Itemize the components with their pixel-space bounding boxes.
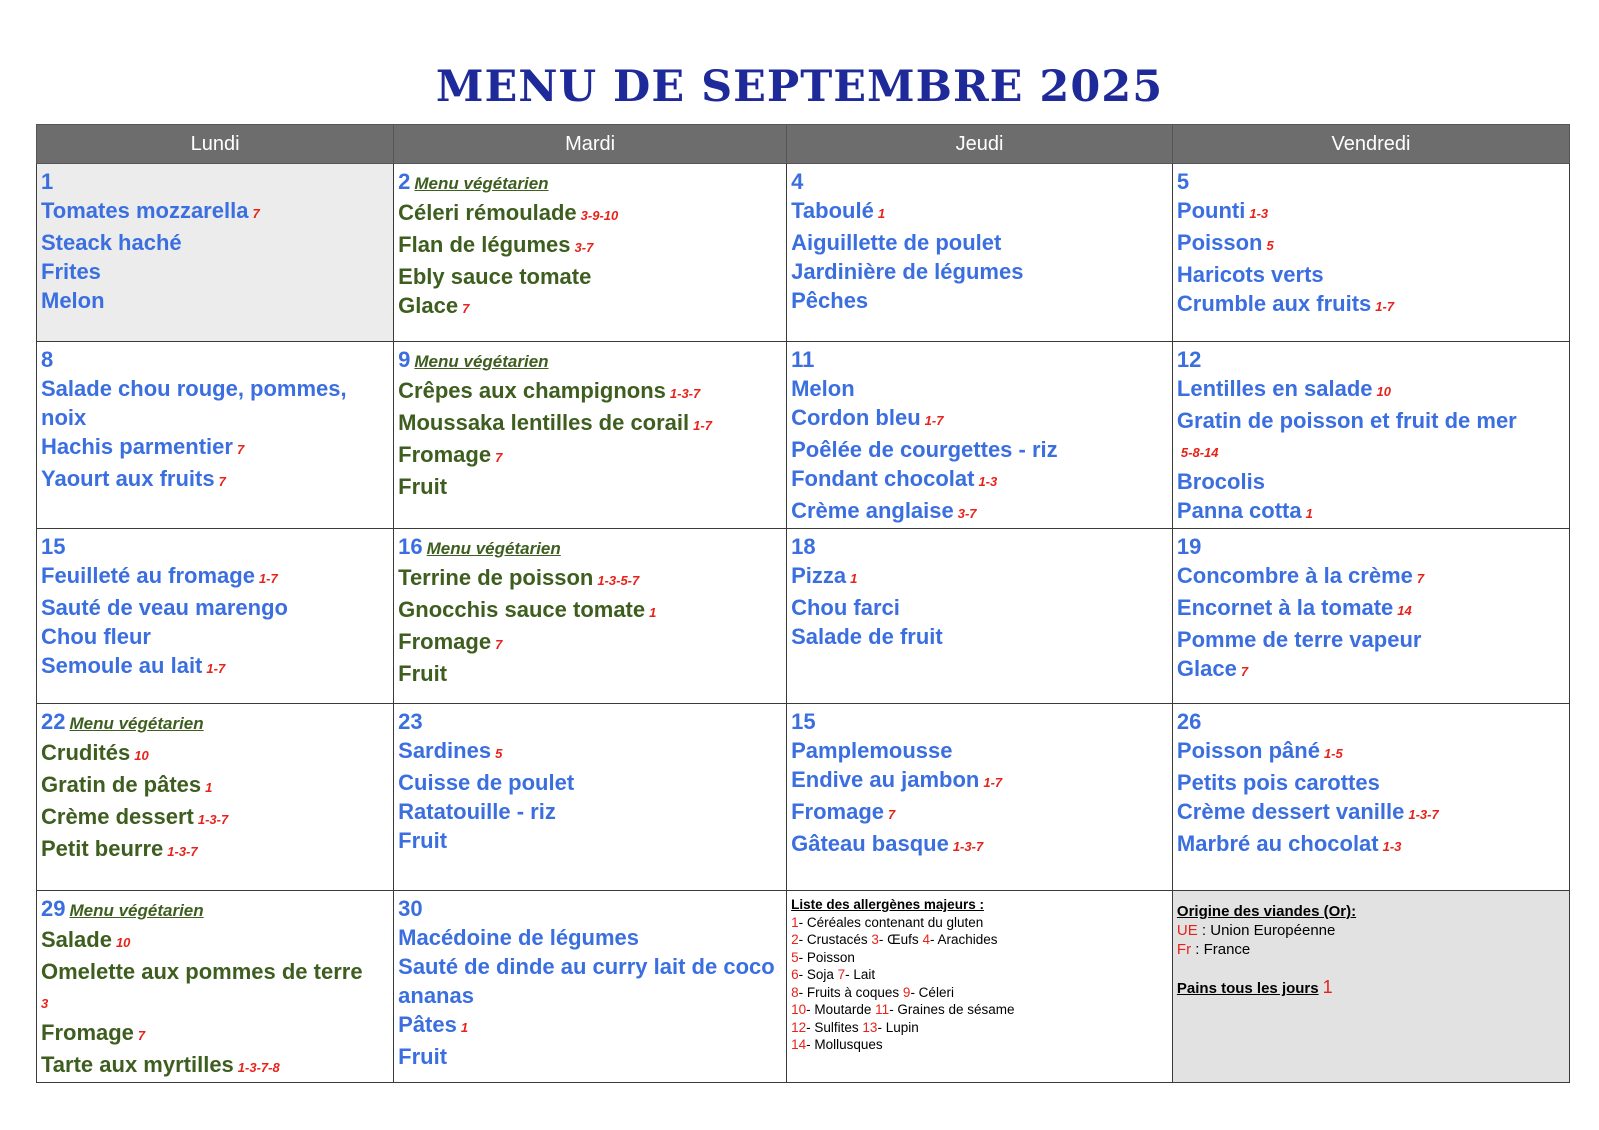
dish: Chou fleur	[41, 624, 151, 649]
dish: Fondant chocolat 1-3	[791, 466, 998, 491]
menu-table	[36, 124, 1570, 1083]
allergen-code: 3-7	[957, 506, 977, 521]
dish: Fruit	[398, 1044, 448, 1069]
day-number: 15	[791, 709, 816, 734]
dish: Omelette aux pommes de terre 3	[41, 959, 363, 1011]
dish: Salade de fruit	[791, 624, 943, 649]
dish: Cordon bleu 1-7	[791, 405, 944, 430]
allergen-code: 10	[115, 935, 131, 950]
dish: Fruit	[398, 661, 448, 686]
origin-ue: UE : Union Européenne	[1176, 922, 1336, 939]
day-cell	[1172, 164, 1569, 342]
dish: Crème dessert vanille 1-3-7	[1176, 799, 1439, 824]
dish: Sauté de dinde au curry lait de coco ananas	[398, 954, 775, 1008]
day-cell	[787, 704, 1173, 891]
day-cell	[1172, 342, 1569, 529]
allergen-code: 7	[1240, 664, 1249, 679]
dish: Steack haché	[41, 230, 182, 255]
dish: Pounti 1-3	[1176, 198, 1269, 223]
day-cell	[787, 529, 1173, 704]
dish: Ratatouille - riz	[398, 799, 556, 824]
day-cell	[394, 529, 787, 704]
allergen-code: 1	[850, 571, 858, 586]
day-cell	[37, 529, 394, 704]
dish: Glace 7	[1176, 656, 1249, 681]
day-number: 11	[791, 347, 815, 372]
dish: Endive au jambon 1-7	[791, 767, 1003, 792]
day-number: 15	[41, 534, 66, 559]
dish: Cuisse de poulet	[398, 770, 575, 795]
allergen-code: 1-3-5-7	[597, 573, 640, 588]
allergen-code: 7	[495, 450, 503, 465]
allergen-legend	[787, 891, 1173, 1083]
page-title: MENU DE SEPTEMBRE 2025	[435, 62, 1164, 112]
dish: Gratin de poisson et fruit de mer 5-8-14	[1176, 408, 1517, 460]
day-number: 22	[41, 709, 66, 734]
day-number: 30	[398, 896, 423, 921]
dish: Marbré au chocolat 1-3	[1176, 831, 1402, 856]
day-cell	[394, 342, 787, 529]
vegetarian-label: Menu végétarien	[69, 714, 204, 733]
dish: Ebly sauce tomate	[398, 264, 592, 289]
vegetarian-label: Menu végétarien	[426, 539, 561, 558]
allergen-code: 7	[495, 637, 503, 652]
allergen-code: 1-7	[1375, 299, 1395, 314]
origin-title: Origine des viandes (Or):	[1176, 903, 1357, 920]
dish: Jardinière de légumes	[791, 259, 1024, 284]
allergen-code: 10	[1376, 384, 1392, 399]
dish: Yaourt aux fruits 7	[41, 466, 226, 491]
dish: Poisson 5	[1176, 230, 1274, 255]
day-number: 1	[41, 169, 54, 194]
day-number: 19	[1176, 534, 1202, 559]
allergen-code: 1-7	[924, 413, 944, 428]
allergen-code: 7	[462, 301, 470, 316]
day-number: 12	[1176, 347, 1202, 372]
day-number: 26	[1176, 709, 1202, 734]
dish: Macédoine de légumes	[398, 925, 639, 950]
day-number: 18	[791, 534, 816, 559]
dish: Fromage 7	[791, 799, 896, 824]
vegetarian-label: Menu végétarien	[414, 174, 549, 193]
day-number: 23	[398, 709, 423, 734]
dish: Concombre à la crème 7	[1176, 563, 1425, 588]
dish: Pâtes 1	[398, 1012, 469, 1037]
allergen-code: 3-7	[574, 240, 594, 255]
origin-fr: Fr : France	[1176, 941, 1251, 958]
allergen-code: 1-7	[258, 571, 278, 586]
dish: Terrine de poisson 1-3-5-7	[398, 565, 640, 590]
day-cell	[1172, 529, 1569, 704]
day-number: 5	[1176, 169, 1190, 194]
header-lundi: Lundi	[37, 125, 394, 164]
allergen-code: 1-3-7-8	[237, 1060, 280, 1075]
allergen-legend-title: Liste des allergènes majeurs :	[791, 897, 984, 912]
dish: Pomme de terre vapeur	[1176, 627, 1422, 652]
day-number: 8	[41, 347, 54, 372]
week-row	[37, 342, 1570, 529]
dish: Sauté de veau marengo	[41, 595, 288, 620]
dish: Fromage 7	[398, 442, 503, 467]
week-row	[37, 704, 1570, 891]
allergen-code: 1-3-7	[1408, 807, 1439, 822]
dish: Pêches	[791, 288, 869, 313]
day-cell	[787, 342, 1173, 529]
bread-note: Pains tous les jours 1	[1176, 977, 1333, 997]
allergen-code: 5-8-14	[1180, 445, 1219, 460]
allergen-code: 1-7	[206, 661, 226, 676]
allergen-code: 1-3	[1382, 839, 1402, 854]
allergen-code: 1	[649, 605, 657, 620]
legend-line: 6- Soja 7- Lait	[791, 967, 876, 982]
day-number: 9	[398, 347, 411, 372]
allergen-code: 7	[252, 206, 260, 221]
dish: Crêpes aux champignons 1-3-7	[398, 378, 701, 403]
dish: Lentilles en salade 10	[1176, 376, 1392, 401]
dish: Poêlée de courgettes - riz	[791, 437, 1058, 462]
dish: Brocolis	[1176, 469, 1265, 494]
dish: Poisson pâné 1-5	[1176, 738, 1343, 763]
dish: Gnocchis sauce tomate 1	[398, 597, 657, 622]
allergen-code: 3	[41, 996, 49, 1011]
allergen-code: 1	[205, 780, 213, 795]
legend-line: 12- Sulfites 13- Lupin	[791, 1019, 919, 1035]
day-number: 4	[791, 169, 804, 194]
dish: Tarte aux myrtilles 1-3-7-8	[41, 1052, 280, 1077]
dish: Pizza 1	[791, 563, 858, 588]
meat-origin-box	[1172, 891, 1569, 1083]
dish: Céleri rémoulade 3-9-10	[398, 200, 619, 225]
dish: Panna cotta 1	[1176, 498, 1313, 523]
dish: Hachis parmentier 7	[41, 434, 245, 459]
allergen-code: 1-7	[983, 775, 1003, 790]
dish: Fromage 7	[398, 629, 503, 654]
day-number: 16	[398, 534, 423, 559]
dish: Salade 10	[41, 927, 131, 952]
legend-line: 2- Crustacés 3- Œufs 4- Arachides	[791, 932, 998, 947]
week-row	[37, 529, 1570, 704]
allergen-code: 1	[1305, 506, 1313, 521]
dish: Semoule au lait 1-7	[41, 653, 226, 678]
dish: Taboulé 1	[791, 198, 886, 223]
dish: Petits pois carottes	[1176, 770, 1380, 795]
dish: Melon	[41, 288, 105, 313]
allergen-code: 7	[1416, 571, 1425, 586]
header-row	[37, 125, 1570, 164]
day-cell	[394, 164, 787, 342]
day-cell	[1172, 704, 1569, 891]
day-cell	[394, 704, 787, 891]
dish: Pamplemousse	[791, 738, 953, 763]
allergen-code: 1-3	[1249, 206, 1269, 221]
allergen-code: 1-3-7	[952, 839, 984, 854]
legend-line: 8- Fruits à coques 9- Céleri	[791, 984, 954, 1000]
dish: Fruit	[398, 474, 448, 499]
day-cell	[394, 891, 787, 1083]
allergen-code: 5	[495, 746, 503, 761]
header-vendredi: Vendredi	[1172, 125, 1569, 164]
dish: Salade chou rouge, pommes, noix	[41, 376, 347, 430]
dish: Haricots verts	[1176, 262, 1324, 287]
allergen-code: 7	[218, 474, 226, 489]
day-number: 2	[398, 169, 411, 194]
legend-line: 10- Moutarde 11- Graines de sésame	[791, 1002, 1015, 1017]
allergen-code: 3-9-10	[580, 208, 619, 223]
dish: Aiguillette de poulet	[791, 230, 1002, 255]
dish: Crème anglaise 3-7	[791, 498, 977, 523]
dish: Gratin de pâtes 1	[41, 772, 213, 797]
day-cell	[37, 891, 394, 1083]
allergen-code: 10	[134, 748, 149, 763]
allergen-code: 1-5	[1323, 746, 1343, 761]
vegetarian-label: Menu végétarien	[69, 901, 204, 920]
header-mardi: Mardi	[394, 125, 787, 164]
dish: Gâteau basque 1-3-7	[791, 831, 984, 856]
day-cell	[37, 342, 394, 529]
dish: Fromage 7	[41, 1020, 146, 1045]
dish: Crème dessert 1-3-7	[41, 804, 229, 829]
vegetarian-label: Menu végétarien	[414, 352, 549, 371]
allergen-code: 1-3-7	[197, 812, 229, 827]
day-cell	[37, 704, 394, 891]
dish: Crudités 10	[41, 740, 149, 765]
week-row	[37, 891, 1570, 1083]
day-cell	[37, 164, 394, 342]
allergen-code: 1-7	[693, 418, 712, 433]
allergen-code: 7	[888, 807, 896, 822]
allergen-code: 5	[1266, 238, 1274, 253]
legend-line: 5- Poisson	[791, 949, 855, 965]
dish: Glace 7	[398, 293, 470, 318]
allergen-code: 14	[1397, 603, 1412, 618]
dish: Feuilleté au fromage 1-7	[41, 563, 278, 588]
dish: Petit beurre 1-3-7	[41, 836, 198, 861]
allergen-code: 1	[877, 206, 886, 221]
dish: Chou farci	[791, 595, 900, 620]
allergen-code: 1-3-7	[669, 386, 701, 401]
dish: Crumble aux fruits 1-7	[1176, 291, 1395, 316]
allergen-code: 1-3-7	[167, 844, 198, 859]
legend-line: 1- Céréales contenant du gluten	[791, 914, 984, 930]
dish: Encornet à la tomate 14	[1176, 595, 1412, 620]
day-cell	[787, 164, 1173, 342]
allergen-code: 1-3	[978, 474, 998, 489]
dish: Tomates mozzarella 7	[41, 198, 260, 223]
week-row	[37, 164, 1570, 342]
day-number: 29	[41, 896, 66, 921]
dish: Flan de légumes 3-7	[398, 232, 594, 257]
dish: Moussaka lentilles de corail 1-7	[398, 410, 712, 435]
allergen-code: 7	[137, 1028, 146, 1043]
allergen-code: 1	[460, 1020, 469, 1035]
dish: Fruit	[398, 828, 448, 853]
dish: Melon	[791, 376, 855, 401]
dish: Frites	[41, 259, 101, 284]
allergen-code: 7	[236, 442, 245, 457]
header-jeudi: Jeudi	[787, 125, 1173, 164]
dish: Sardines 5	[398, 738, 503, 763]
legend-line: 14- Mollusques	[791, 1037, 883, 1052]
